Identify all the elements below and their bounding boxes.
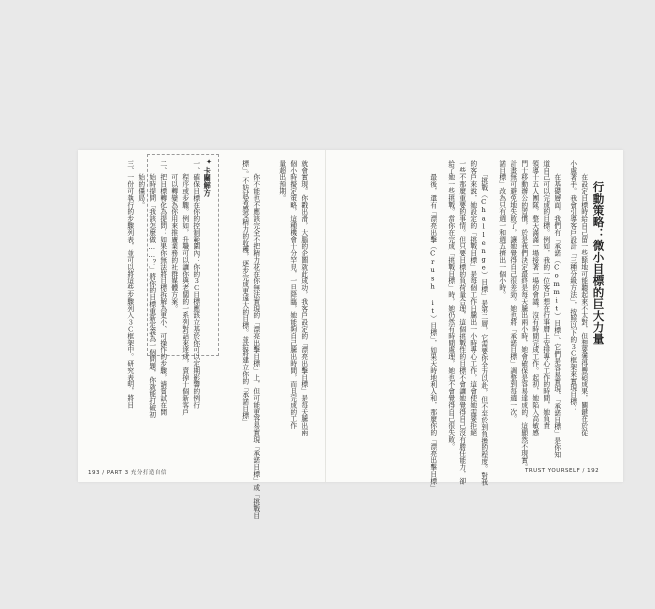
right-body-line: 「挑戰（Challenge）目標」是第二層，它需要你全力以赴，但不至於到負擔的程度。對我 bbox=[479, 160, 488, 486]
tip-line: 二、把目標轉化為提問：如果你無法將目標拆解為更小、可操作的步驟，請嘗試在開 bbox=[158, 160, 167, 416]
tip-line: 程序或步驟。例如，升職可以讓你與老闆的一系列對話來達成，賣掉十個新客戶 bbox=[180, 160, 189, 416]
tip-line: 一、確保目標在你的控制範圍內：你的３Ｃ目標應該立基於你可以定期影響的例行 bbox=[191, 160, 200, 409]
right-body-line: 最後，還有「漂亮出擊（Crush it）目標」，如果天時地利人和，那麼你的「漂亮出擊目標」 bbox=[428, 160, 437, 492]
star-icon: ✦ bbox=[205, 158, 213, 167]
right-body-line: 諾目標」改為只有週一和週五擠出一個小時。 bbox=[497, 160, 506, 298]
left-body-line: 標」。不妨試著感受精力的收穫，逐步完成更遠大的目標。並給將建立你的「承諾目標」 bbox=[240, 160, 249, 426]
tip-line: 三、一份可執行的步驟列表，並可以將這些步驟列入３Ｃ框架中。研究表明，將目 bbox=[125, 160, 134, 409]
tip-heading: 卡關解方 bbox=[203, 167, 213, 197]
right-body-line: 小處著手。我會引導客戶設計「三種分級方法」，按照以下的３Ｃ框架來實現目標： bbox=[568, 160, 577, 412]
right-body-line: 領導十五人團隊，整天滿滿一場接著一場的會議，沒有時間完成工作。起初，她陷入高敏感 bbox=[530, 160, 539, 436]
page-gutter bbox=[325, 150, 326, 482]
right-body-line: 計畫無可避免地失敗了，讓她覺得自己很差勁。她也將「承諾目標」調整到每週一次。 bbox=[508, 160, 517, 423]
right-folio: TRUST YOURSELF / 192 bbox=[525, 468, 600, 474]
tip-line: 可以轉變為你用來推廣業務的社群媒體方案。 bbox=[169, 160, 178, 312]
left-folio: 193 / PART 3 充分打造自信 bbox=[88, 470, 167, 476]
right-body-line: 道自己可以完成的目標。例如，我的一位客戶想在行事曆上安排專心工作的時間，她負責 bbox=[541, 160, 550, 430]
right-body-line: 給了她一些挑戰。當你在完成「挑戰目標」時，她仍然有時間處理，她也不會覺得自己很失敗。 bbox=[446, 160, 455, 450]
right-body-line: 在設定目標時給自己留一些餘地可能聽起來不太對，但想要獲得豐碩成果，關鍵在於從 bbox=[579, 160, 588, 436]
right-body-line: 的客戶來說，她設定的「挑戰目標」是每個工作日騰出一小時專心工作，這會使她需要拒絕 bbox=[468, 160, 477, 436]
tip-line: 始時提問「我該怎麼做……？」將你的目標重新定義為一個問題，你就能打破初 bbox=[147, 160, 156, 418]
left-body-line: 量超出預期。 bbox=[277, 160, 286, 202]
left-body-line: 個小時擬定策略，這種機會十分罕見，一旦降臨，她能夠自己騰出時間，而且完成的工作 bbox=[288, 160, 297, 430]
left-body-line: 你不能也不應該完全不把精力花在你無法實現的「漂亮出擊目標」上，但可能更容易實現「承諾目標」或「挑戰目 bbox=[251, 160, 260, 519]
right-body-line: 門士移動辦公的習慣，於是我們決定最終是每天騰出兩小時，她會確保是容易達成的，這顯然不現實。 bbox=[519, 160, 528, 471]
right-body-line: 一些不那麼重要的事情。但只要目標的負荷量合理，這個挑戰性的目標不會讓她覺得自己沒有勝任能力，卻 bbox=[457, 160, 466, 485]
right-body-line: 在基礎層面，我們有「承諾（Commit）目標」、它們是容易實現、「承諾目標」是你知 bbox=[552, 160, 561, 458]
section-title: 行動策略：微小目標的巨大力量 bbox=[591, 181, 606, 345]
tip-line: 始的僵局。 bbox=[136, 160, 145, 209]
left-body-line: 就會實現。你戳出滑，大腦的企圖就此成功，我客戶設定的「漂亮出擊目標」是每天騰出兩 bbox=[299, 160, 308, 436]
